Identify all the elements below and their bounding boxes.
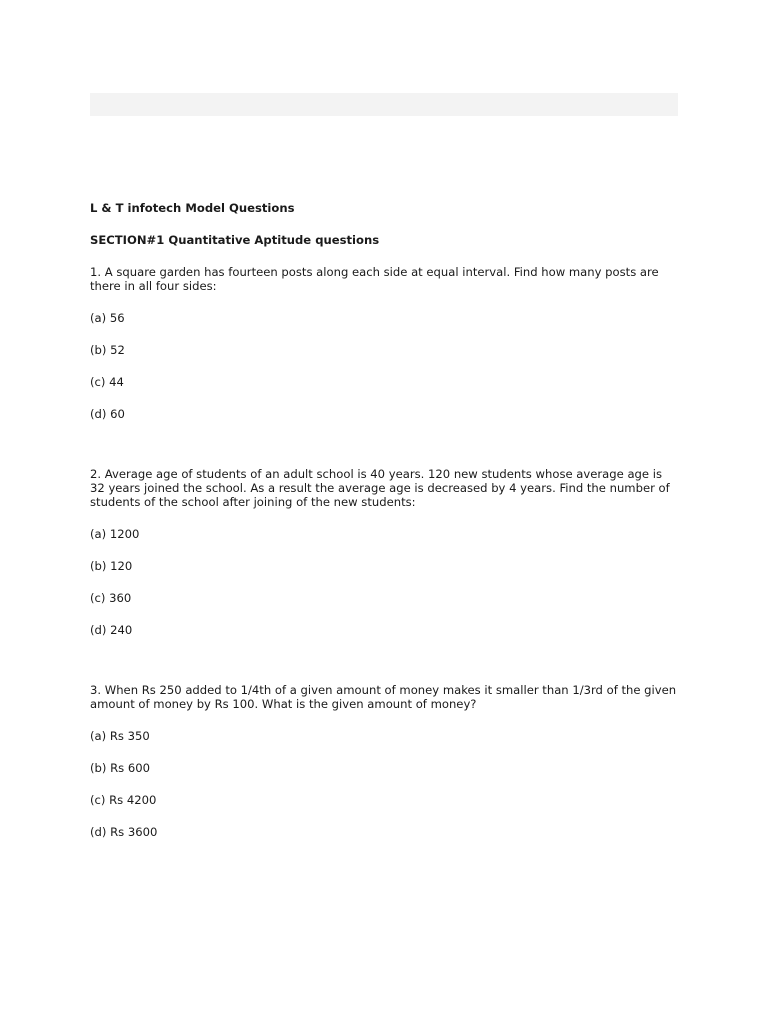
- question-text: 2. Average age of students of an adult school is 40 years. 120 new students whose average age is 32 years joined the school. As a result the average age is decreased by 4 years. Find the number of students of the school after joining of the new students:: [90, 467, 670, 509]
- question-text: 3. When Rs 250 added to 1/4th of a given amount of money makes it smaller than 1/3rd of the given amount of money by Rs 100. What is the given amount of money?: [90, 683, 677, 711]
- section-title: SECTION#1 Quantitative Aptitude questions: [90, 233, 380, 247]
- question-1: [90, 265, 680, 421]
- option-d: (d) Rs 3600: [90, 825, 158, 839]
- option-b: (b) 120: [90, 559, 133, 573]
- document-title: L & T infotech Model Questions: [90, 201, 295, 215]
- option-d: (d) 60: [90, 407, 125, 421]
- question-text: 1. A square garden has fourteen posts along each side at equal interval. Find how many posts are there in all four sides:: [90, 265, 659, 293]
- option-c: (c) Rs 4200: [90, 793, 157, 807]
- question-3: [90, 683, 680, 839]
- document-body: [90, 201, 680, 839]
- option-b: (b) Rs 600: [90, 761, 151, 775]
- top-banner-bar: [90, 93, 678, 116]
- option-d: (d) 240: [90, 623, 133, 637]
- option-a: (a) 1200: [90, 527, 140, 541]
- option-c: (c) 360: [90, 591, 132, 605]
- option-a: (a) Rs 350: [90, 729, 150, 743]
- option-c: (c) 44: [90, 375, 124, 389]
- question-2: [90, 467, 680, 637]
- option-a: (a) 56: [90, 311, 125, 325]
- option-b: (b) 52: [90, 343, 125, 357]
